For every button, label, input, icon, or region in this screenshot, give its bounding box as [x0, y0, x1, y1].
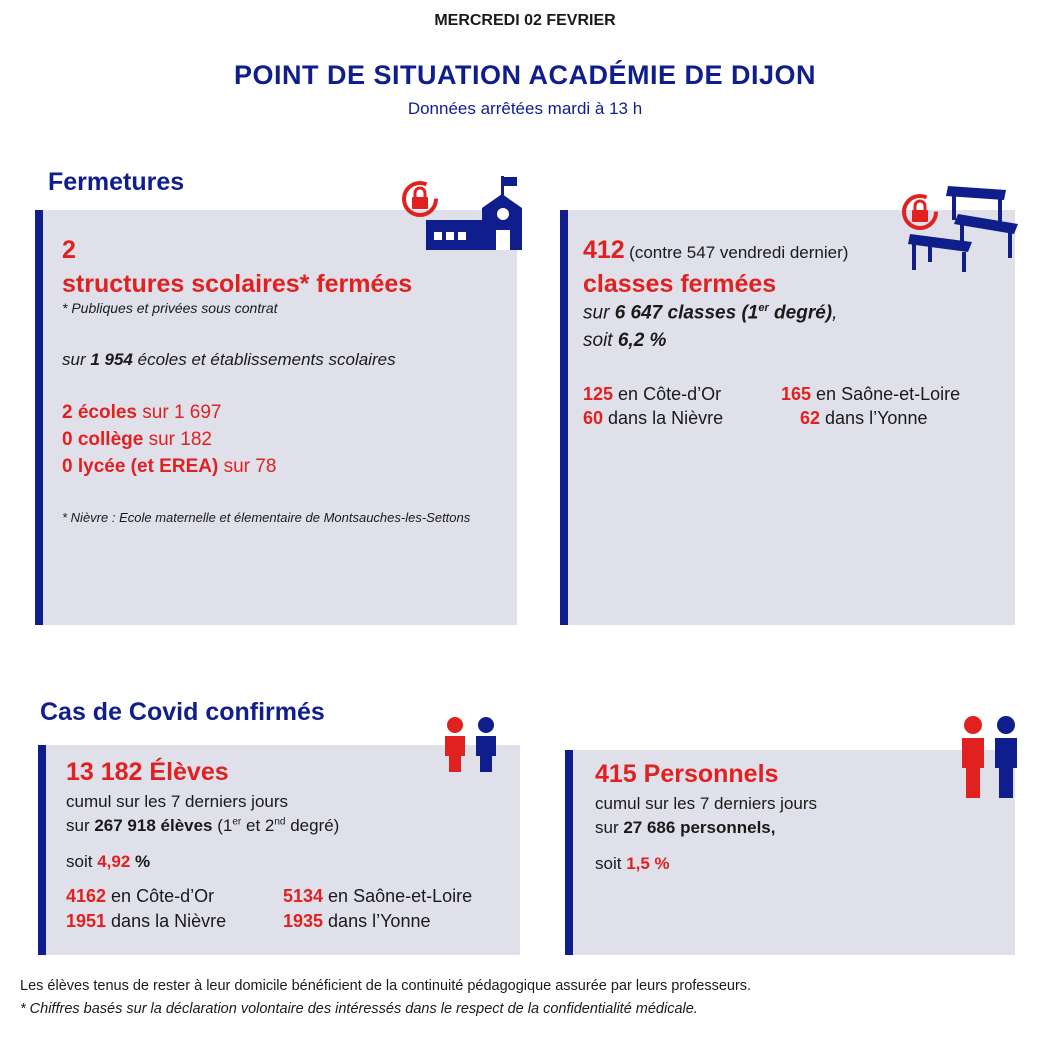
date-heading: MERCREDI 02 FEVRIER: [434, 12, 616, 29]
dept-value: 125: [583, 384, 614, 404]
dept-value: 4162: [66, 886, 107, 906]
ecoles-bold: 2 écoles: [62, 402, 137, 423]
dept-label: dans l’Yonne: [820, 408, 928, 428]
personnels-ratio-prefix: soit: [595, 854, 627, 873]
padlock-icon: [904, 196, 936, 228]
personnels-ratio-value: 1,5 %: [626, 854, 670, 873]
padlock-icon: [404, 183, 436, 215]
structures-footnote: * Nièvre : Ecole maternelle et élementaire de Montsauches-les-Settons: [62, 510, 471, 525]
dept-label: dans la Nièvre: [603, 408, 724, 428]
eleves-total: [66, 816, 339, 836]
page-subtitle: Données arrêtées mardi à 13 h: [407, 99, 643, 118]
personnels-total-prefix: sur: [595, 818, 624, 837]
eleves-sup2: nd: [274, 816, 286, 828]
personnels-accent-bar: [565, 750, 573, 955]
classes-accent-bar: [560, 210, 568, 625]
dept-value: 165: [781, 384, 812, 404]
personnels-title: 415 Personnels: [595, 760, 779, 788]
lycees-bold: 0 lycée (et EREA): [62, 456, 219, 477]
eleves-paren-mid: et 2: [241, 816, 275, 835]
classes-total: [583, 302, 837, 324]
eleves-accent-bar: [38, 745, 46, 955]
structures-note: * Publiques et privées sous contrat: [62, 300, 278, 316]
dept-label: en Côte-d’Or: [106, 886, 215, 906]
eleves-total-prefix: sur: [66, 816, 95, 835]
dept-label: dans l’Yonne: [323, 911, 431, 931]
dept-label: en Saône-et-Loire: [811, 384, 961, 404]
classes-dept-cote-dor: [583, 384, 721, 405]
colleges-line: [62, 429, 212, 451]
eleves-dept-yonne: [283, 911, 430, 932]
lycees-rest: sur 78: [218, 456, 277, 477]
structures-total-prefix: sur: [62, 350, 91, 369]
classes-total-value: 6 647 classes (1: [614, 302, 759, 324]
eleves-total-value: 267 918 élèves: [94, 816, 213, 835]
school-desks-icon: [898, 180, 1023, 275]
classes-total-comma: ,: [832, 302, 838, 324]
structures-accent-bar: [35, 210, 43, 625]
structures-total: [62, 350, 396, 370]
lycees-line: [62, 456, 276, 478]
structures-count: 2: [62, 236, 76, 264]
dept-label: dans la Nièvre: [106, 911, 227, 931]
classes-ratio-value: 6,2 %: [617, 330, 667, 351]
eleves-dept-nievre: [66, 911, 226, 932]
classes-ratio: [583, 330, 666, 352]
eleves-cumul: cumul sur les 7 derniers jours: [66, 792, 289, 811]
structures-total-suffix: écoles et établissements scolaires: [132, 350, 396, 369]
footer-disclaimer: * Chiffres basés sur la déclaration volontaire des intéressés dans le respect de la confidentialité médicale.: [20, 1001, 698, 1017]
eleves-dept-saone-et-loire: [283, 886, 472, 907]
school-building-icon: [398, 174, 530, 254]
eleves-ratio: [66, 852, 150, 872]
classes-dept-yonne: [800, 408, 927, 429]
colleges-rest: sur 182: [143, 429, 212, 450]
dept-label: en Côte-d’Or: [613, 384, 722, 404]
eleves-dept-cote-dor: [66, 886, 214, 907]
dept-value: 5134: [283, 886, 324, 906]
dept-value: 1951: [66, 911, 107, 931]
eleves-ratio-prefix: soit: [66, 852, 98, 871]
ecoles-line: [62, 402, 222, 424]
covid-heading: Cas de Covid confirmés: [40, 698, 325, 726]
dept-label: en Saône-et-Loire: [323, 886, 473, 906]
classes-label: classes fermées: [583, 270, 777, 298]
classes-compare: (contre 547 vendredi dernier): [629, 243, 849, 262]
classes-total-end: degré): [768, 302, 833, 324]
colleges-bold: 0 collège: [62, 429, 144, 450]
personnels-total-value: 27 686 personnels,: [623, 818, 776, 837]
eleves-ratio-value: 4,92: [97, 852, 131, 871]
eleves-sup1: er: [232, 816, 242, 828]
eleves-ratio-unit: %: [130, 852, 151, 871]
classes-dept-saone-et-loire: [781, 384, 960, 405]
fermetures-heading: Fermetures: [48, 168, 185, 196]
classes-total-prefix: sur: [583, 302, 615, 324]
eleves-title: 13 182 Élèves: [66, 758, 229, 786]
people-icon: [440, 716, 502, 774]
classes-count: 412: [583, 236, 625, 264]
dept-value: 62: [800, 408, 821, 428]
personnels-total: [595, 818, 775, 838]
structures-label: structures scolaires* fermées: [62, 270, 413, 298]
structures-total-value: 1 954: [90, 350, 133, 369]
eleves-paren-end: degré): [285, 816, 340, 835]
ecoles-rest: sur 1 697: [137, 402, 222, 423]
people-icon: [958, 714, 1022, 800]
classes-dept-nievre: [583, 408, 723, 429]
classes-ratio-prefix: soit: [583, 330, 618, 351]
classes-count-line: [583, 236, 848, 265]
personnels-cumul: cumul sur les 7 derniers jours: [595, 794, 818, 813]
footer-continuity-note: Les élèves tenus de rester à leur domicile bénéficient de la continuité pédagogique assurée par leurs professeurs.: [20, 978, 752, 994]
personnels-ratio: [595, 854, 670, 874]
dept-value: 1935: [283, 911, 324, 931]
page-title: POINT DE SITUATION ACADÉMIE DE DIJON: [233, 60, 817, 90]
classes-total-sup: er: [758, 302, 769, 314]
dept-value: 60: [583, 408, 604, 428]
eleves-paren-open: (1: [212, 816, 233, 835]
